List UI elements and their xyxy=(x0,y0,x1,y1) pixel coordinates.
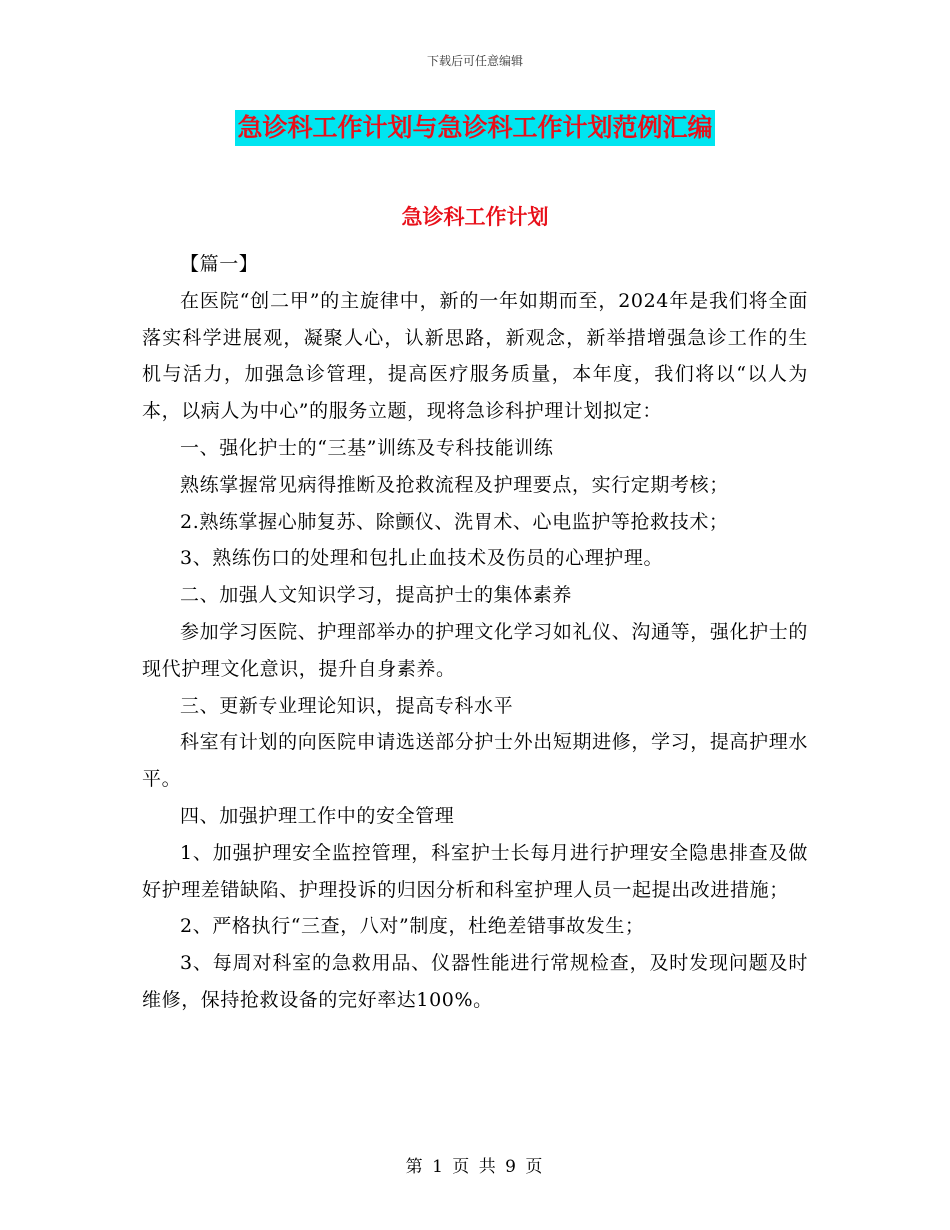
paragraph: 参加学习医院、护理部举办的护理文化学习如礼仪、沟通等，强化护士的现代护理文化意识，提升自身素养。 xyxy=(142,620,808,680)
paragraph: 3、熟练伤口的处理和包扎止血技术及伤员的心理护理。 xyxy=(180,547,664,570)
paragraph: 2、严格执行“三查，八对”制度，杜绝差错事故发生； xyxy=(180,915,645,938)
paragraph-heading-3: 三、更新专业理论知识，提高专科水平 xyxy=(180,694,514,717)
paragraph-heading-4: 四、加强护理工作中的安全管理 xyxy=(180,804,455,827)
section-title: 急诊科工作计划 xyxy=(401,205,549,229)
document-title: 急诊科工作计划与急诊科工作计划范例汇编 xyxy=(235,110,714,146)
document-title-container xyxy=(0,110,950,146)
paragraph: 3、每周对科室的急救用品、仪器性能进行常规检查，及时发现问题及时维修，保持抢救设备的完好率达100%。 xyxy=(142,952,808,1011)
paragraph-part-label: 【篇一】 xyxy=(180,253,259,275)
document-body xyxy=(142,246,808,1019)
paragraph: 2.熟练掌握心肺复苏、除颤仪、洗胃术、心电监护等抢救技术； xyxy=(180,510,729,533)
header-note: 下载后可任意编辑 xyxy=(426,54,523,68)
page-footer: 第 1 页 共 9 页 xyxy=(405,1157,545,1177)
paragraph: 1、加强护理安全监控管理，科室护士长每月进行护理安全隐患排查及做好护理差错缺陷、护理投诉的归因分析和科室护理人员一起提出改进措施； xyxy=(142,841,808,901)
paragraph-intro: 在医院“创二甲”的主旋律中，新的一年如期而至，2024年是我们将全面落实科学进展观，凝聚人心，认新思路，新观念，新举措增强急诊工作的生机与活力，加强急诊管理，提高医疗服务质量，本年度，我们将以“以人为本，以病人为中心”的服务立题，现将急诊科护理计划拟定： xyxy=(142,289,808,423)
paragraph-heading-2: 二、加强人文知识学习，提高护士的集体素养 xyxy=(180,584,573,607)
paragraph-heading-1: 一、强化护士的“三基”训练及专科技能训练 xyxy=(180,436,554,459)
paragraph: 熟练掌握常见病得推断及抢救流程及护理要点，实行定期考核； xyxy=(180,473,729,496)
paragraph: 科室有计划的向医院申请选送部分护士外出短期进修，学习，提高护理水平。 xyxy=(142,731,808,791)
